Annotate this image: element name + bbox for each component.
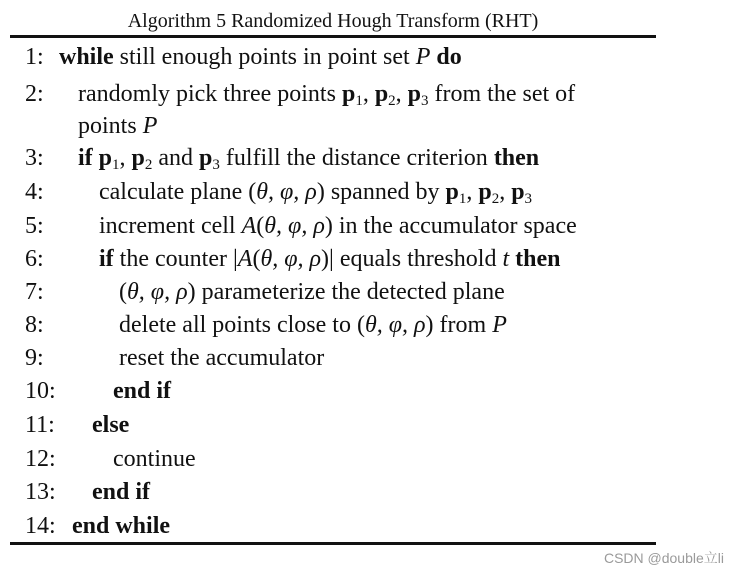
line-number: 5: <box>25 213 44 239</box>
line-code <box>78 78 575 110</box>
keyword-text: p <box>341 81 356 107</box>
code-text: ) parameterize the detected plane <box>187 279 505 305</box>
line-code <box>113 443 196 475</box>
math-text: θ, φ, ρ <box>364 312 426 338</box>
code-text: continue <box>113 446 196 472</box>
line-code <box>99 243 560 275</box>
code-text: , <box>395 81 408 107</box>
line-number: 13: <box>25 479 56 505</box>
bottom-rule <box>10 542 656 545</box>
code-text: )| equals threshold <box>321 246 503 272</box>
line-number: 11: <box>25 412 55 438</box>
keyword-text: do <box>436 44 462 70</box>
line-number: 3: <box>25 145 44 171</box>
keyword-text: while <box>59 44 114 70</box>
code-text: calculate plane ( <box>99 179 257 205</box>
subscript-text: 2 <box>388 93 396 109</box>
line-number: 8: <box>25 312 44 338</box>
math-text: θ, φ, ρ <box>127 279 188 305</box>
keyword-text: p <box>98 145 113 171</box>
subscript-text: 3 <box>212 157 220 173</box>
line-code <box>92 409 129 441</box>
code-text: and <box>152 145 200 171</box>
code-text: points <box>78 113 143 139</box>
line-number: 2: <box>25 81 44 107</box>
code-text: , <box>362 81 375 107</box>
code-text: , <box>119 145 132 171</box>
code-text: ) spanned by <box>316 179 446 205</box>
code-text: ) in the accumulator space <box>324 213 577 239</box>
line-code <box>113 375 171 407</box>
line-code <box>119 309 507 341</box>
keyword-text: else <box>92 412 130 438</box>
line-code <box>92 476 150 508</box>
math-text: t <box>502 246 510 272</box>
line-code <box>59 41 462 73</box>
keyword-text: p <box>445 179 459 205</box>
code-text: ( <box>119 279 127 305</box>
code-text: increment cell <box>99 213 242 239</box>
code-text: , <box>499 179 512 205</box>
code-text: the counter | <box>113 246 238 272</box>
code-text: reset the accumulator <box>119 345 325 371</box>
line-code <box>78 142 539 174</box>
keyword-text: p <box>374 81 389 107</box>
keyword-text: end if <box>113 378 172 404</box>
subscript-text: 1 <box>458 191 467 207</box>
line-code <box>99 210 577 242</box>
math-text: P <box>415 44 431 70</box>
keyword-text: p <box>511 179 525 205</box>
code-text: still enough points in point set <box>113 44 416 70</box>
keyword-text: if <box>99 246 114 272</box>
subscript-text: 1 <box>355 93 363 109</box>
line-number: 6: <box>25 246 44 272</box>
top-rule <box>10 35 656 38</box>
code-text: from the set of <box>428 81 576 107</box>
keyword-text: then <box>493 145 540 171</box>
keyword-text: p <box>199 145 213 171</box>
subscript-text: 2 <box>144 157 153 173</box>
keyword-text: p <box>478 179 492 205</box>
line-number: 4: <box>25 179 44 205</box>
math-text: A <box>241 213 257 239</box>
math-text: P <box>492 312 507 338</box>
code-text: , <box>466 179 479 205</box>
subscript-text: 1 <box>112 157 120 173</box>
algorithm-title: Algorithm 5 Randomized Hough Transform (RHT) <box>127 10 539 32</box>
line-number: 10: <box>25 378 56 404</box>
line-code <box>72 510 170 542</box>
keyword-text: if <box>78 145 93 171</box>
code-text: randomly pick three points <box>78 81 342 107</box>
line-number: 12: <box>25 446 56 472</box>
line-code <box>99 176 532 208</box>
code-text: ( <box>252 246 261 272</box>
math-text: θ, φ, ρ <box>256 179 317 205</box>
code-text: ) from <box>425 312 493 338</box>
subscript-text: 3 <box>421 93 429 109</box>
line-code <box>78 110 157 142</box>
math-text: A <box>237 246 253 272</box>
subscript-text: 2 <box>491 191 500 207</box>
keyword-text: end if <box>92 479 151 505</box>
watermark-text: CSDN @double立li <box>603 550 724 566</box>
line-number: 14: <box>25 513 56 539</box>
line-code <box>119 342 324 374</box>
keyword-text: p <box>131 145 145 171</box>
keyword-text: end while <box>72 513 171 539</box>
math-text: θ, φ, ρ <box>264 213 325 239</box>
code-text: fulfill the distance criterion <box>219 145 494 171</box>
line-number: 9: <box>25 345 44 371</box>
keyword-text: p <box>407 81 422 107</box>
code-text: ( <box>256 213 265 239</box>
math-text: θ, φ, ρ <box>260 246 322 272</box>
subscript-text: 3 <box>524 191 533 207</box>
keyword-text: then <box>515 246 561 272</box>
line-number: 7: <box>25 279 44 305</box>
code-text: delete all points close to ( <box>119 312 365 338</box>
math-text: P <box>142 113 158 139</box>
line-code <box>119 276 505 308</box>
line-number: 1: <box>25 44 44 70</box>
